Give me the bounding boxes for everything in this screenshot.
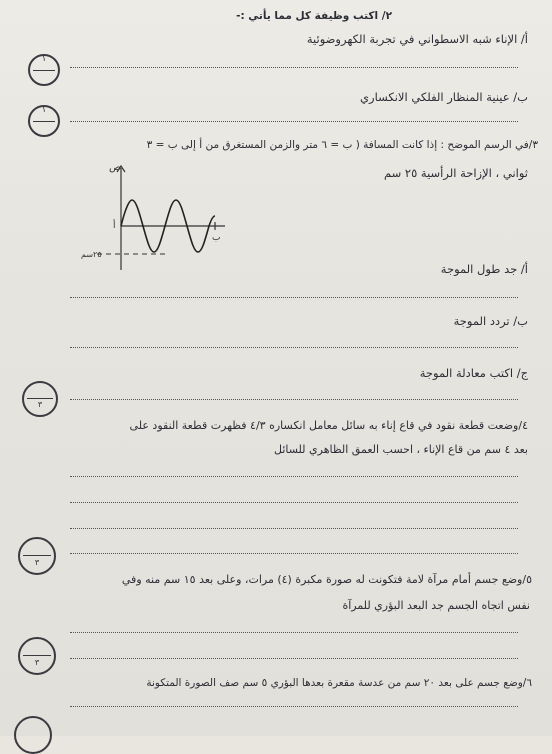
q3-stem-line-1: ٣/في الرسم الموضح : إذا كانت المسافة ( ب = ٦ متر والزمن المستغرق من أ إلى ب = ٣ <box>146 139 538 151</box>
mark-circle <box>18 637 56 675</box>
mark-value: ١ <box>41 105 47 114</box>
q3-stem-line-2: ثواني ، الإزاحة الرأسية ٢٥ سم <box>383 166 528 180</box>
q4-line-1: ٤/وضعت قطعة نقود في قاع إناء به سائل معامل انكساره ٤/٣ فظهرت قطعة النقود على <box>129 419 528 432</box>
answer-line <box>70 399 518 400</box>
answer-line <box>70 706 518 707</box>
answer-line <box>70 528 518 529</box>
q2-part-b: ب/ عينية المنظار الفلكي الانكساري <box>360 90 528 104</box>
mark-circle <box>28 105 60 137</box>
y-axis-label: ص <box>109 162 122 173</box>
mark-circle-partial <box>14 716 52 754</box>
answer-line <box>70 67 518 68</box>
q5-line-2: نفس اتجاه الجسم جد البعد البؤري للمرآة <box>342 599 530 612</box>
mark-circle <box>28 54 60 86</box>
q2-part-a: أ/ الإناء شبه الاسطواني في تجربة الكهروضوئية <box>306 32 528 46</box>
answer-line <box>70 297 518 298</box>
mark-value: ٣ <box>37 400 43 409</box>
q2-heading: ٢/ اكتب وظيفة كل مما يأتي :- <box>236 10 392 22</box>
answer-line <box>70 553 518 554</box>
point-b-label: ب <box>212 233 221 243</box>
answer-line <box>70 476 518 477</box>
mark-value: ٣ <box>34 558 40 567</box>
q3-part-b: ب/ تردد الموجة <box>453 314 528 328</box>
wave-diagram <box>75 160 235 275</box>
q3-part-c: ج/ اكتب معادلة الموجة <box>419 366 528 380</box>
amplitude-label: ٢٥سم <box>81 250 102 259</box>
answer-line <box>70 502 518 503</box>
point-a-label: أ <box>113 221 116 231</box>
answer-line <box>70 347 518 348</box>
mark-value: ١ <box>41 54 47 63</box>
mark-circle <box>18 537 56 575</box>
answer-line <box>70 658 518 659</box>
mark-value: ٣ <box>34 658 40 667</box>
answer-line <box>70 121 518 122</box>
answer-line <box>70 632 518 633</box>
q3-part-a: أ/ جد طول الموجة <box>440 262 528 276</box>
q4-line-2: بعد ٤ سم من قاع الإناء ، احسب العمق الظاهري للسائل <box>273 443 528 456</box>
mark-circle <box>22 381 58 417</box>
q6-line-1: ٦/وضع جسم على بعد ٢٠ سم من عدسة مقعرة بعدها البؤري ٥ سم صف الصورة المتكونة <box>146 677 532 689</box>
q5-line-1: ٥/وضع جسم أمام مرآة لامة فتكونت له صورة مكبرة (٤) مرات، وعلى بعد ١٥ سم منه وفي <box>121 573 532 586</box>
